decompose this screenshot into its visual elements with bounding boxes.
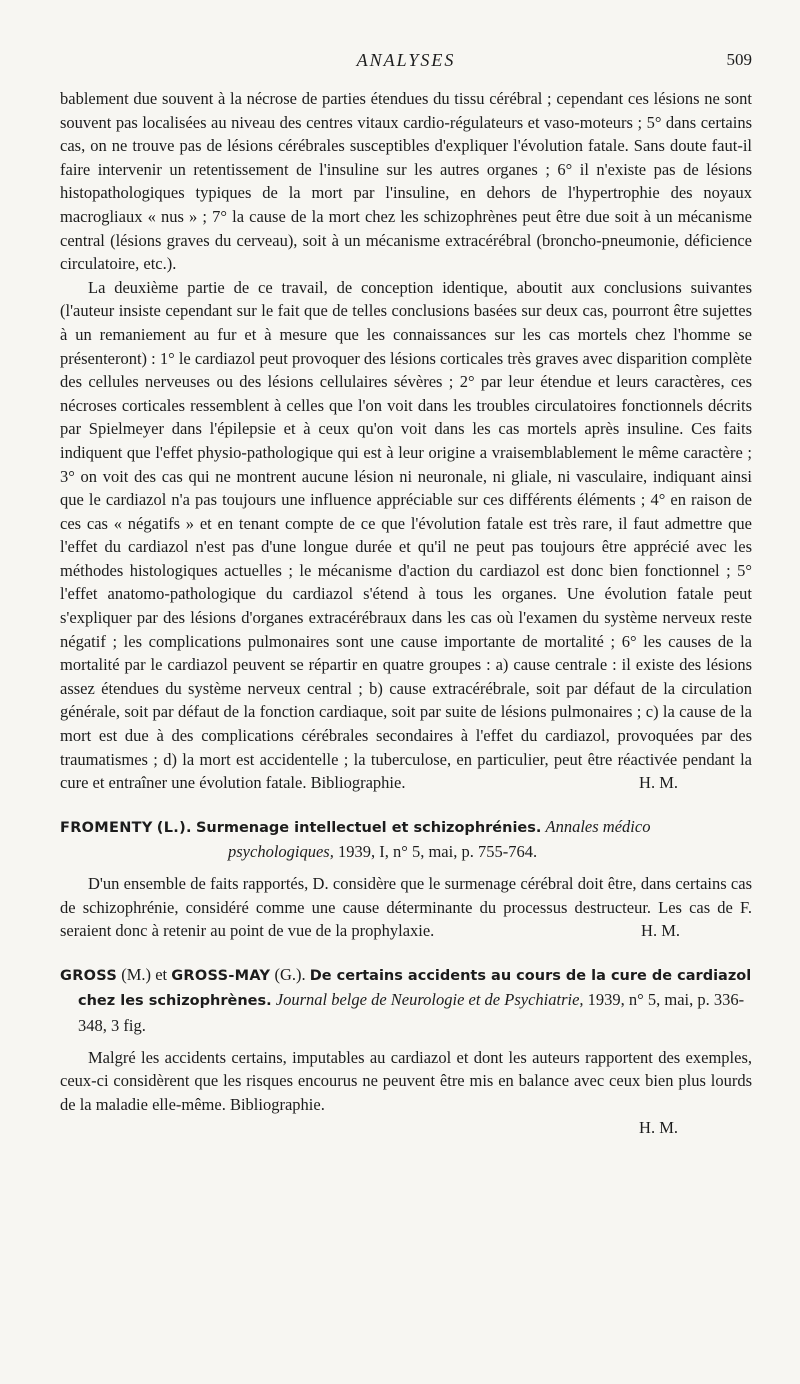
running-head: ANALYSES	[356, 50, 456, 70]
citation-details: 1939, I, n° 5, mai, p. 755-764.	[337, 842, 538, 862]
review-signature-row	[60, 1116, 752, 1140]
article-title: De certains accidents au cours de la cure de cardiazol chez les schizophrènes.	[78, 967, 752, 1010]
reviewer-signature: H. M.	[639, 773, 678, 793]
reviewer-signature: H. M.	[641, 921, 680, 941]
page-header	[60, 50, 752, 74]
bibliographic-reference	[60, 963, 752, 1038]
continued-paragraph: bablement due souvent à la nécrose de parties étendues du tissu cérébral ; cependant ces lésions ne sont souvent pas localisées au niveau des centres vitaux cardio-régulateurs et vaso-moteurs ; 5° dans certains cas, on ne trouve pas de lésions cérébrales susceptibles d'expliquer l'évolution fatale. Sans doute faut-il faire intervenir un retentissement de l'insuline sur les autres organes ; 6° il n'existe pas de lésions histopathologiques typiques de la mort par l'insuline, en dehors de l'hypertrophie des noyaux macrogliaux « nus » ; 7° la cause de la mort chez les schizophrènes peut être due soit à un mécanisme central (lésions graves du cerveau), soit à un mécanisme extracérébral (broncho-pneumonie, déficience circulatoire, etc.).	[60, 89, 752, 274]
page-body	[60, 87, 752, 1140]
article-title: Surmenage intellectuel et schizophrénies.	[195, 819, 542, 836]
second-author-name: GROSS-MAY	[171, 967, 271, 984]
author-initials: (L.).	[156, 819, 192, 836]
author-connector: et	[155, 964, 168, 984]
review-summary: D'un ensemble de faits rapportés, D. considère que le surmenage cérébral doit être, dans certains cas de schizophrénie, considéré comme une cause déterminante du processus destructeur. Les cas de F. seraient donc à retenir au point de vue de la prophylaxie.	[60, 874, 752, 941]
page-number: 509	[726, 50, 752, 69]
reviewer-signature: H. M.	[639, 1118, 678, 1138]
review-entry-gross	[60, 963, 752, 1140]
citation-details: 1939, n° 5, mai, p. 336-348, 3 fig.	[78, 990, 745, 1035]
journal-name: Annales médico psychologiques,	[228, 816, 651, 862]
review-summary: Malgré les accidents certains, imputables au cardiazol et dont les auteurs rapportent des exemples, ceux-ci considèrent que les risques encourus ne peuvent être mis en balance avec ceux bien plus lourds de la maladie elle-même. Bibliographie.	[60, 1047, 752, 1114]
second-part-paragraph: La deuxième partie de ce travail, de conception identique, aboutit aux conclusions suivantes (l'auteur insiste cependant sur le fait que de telles conclusions basées sur deux cas, pourront être sujettes à un remaniement au fur et à mesure que les connaissances sur les cas mortels chez l'homme se présenteront) : 1° le cardiazol peut provoquer des lésions corticales très graves avec disparition complète des cellules nerveuses ou des lésions cellulaires sévères ; 2° par leur étendue et leurs caractères, ces nécroses corticales ressemblent à celles que l'on voit dans les troubles circulatoires fonctionnels décrits par Spielmeyer dans l'épilepsie et à ceux qu'on voit dans les cas mortels après insuline. Ces faits indiquent que l'effet physio-pathologique qui est à leur origine a vraisemblablement le même caractère ; 3° on voit des cas qui ne montrent aucune lésion ni neuronale, ni gliale, ni vasculaire, indiquant ainsi que le cardiazol n'a pas toujours une influence appréciable sur ces différents éléments ; 4° en raison de ces cas « négatifs » et en tenant compte de ce que l'évolution fatale est très rare, il faut admettre que l'effet du cardiazol n'est pas d'une longue durée et qu'il ne peut pas toujours être apprécié avec les méthodes histologiques actuelles ; le mécanisme d'action du cardiazol est donc bien fonctionnel ; 5° l'effet anatomo-pathologique du cardiazol s'étend à tous les organes. Une évolution fatale peut s'expliquer par des lésions d'organes extracérébraux dans les cas où l'examen du système nerveux reste négatif ; les complications pulmonaires sont une cause importante de mortalité ; 6° les causes de la mortalité par le cardiazol peuvent se répartir en quatre groupes : a) cause centrale : il existe des lésions assez étendues du système nerveux central ; b) cause extracérébrale, soit par défaut de la circulation générale, soit par défaut de la fonction cardiaque, soit par suite de lésions pulmonaires ; c) la cause de la mort est due à des complications cérébrales secondaires à l'effet du cardiazol, provoquées par des traumatismes ; d) la mort est accidentelle ; la tuberculose, en particulier, peut être réactivée pendant la cure et entraîner une évolution fatale. Bibliographie.	[60, 277, 753, 793]
bibliographic-reference	[60, 815, 752, 864]
review-entry-fromenty	[60, 815, 752, 943]
second-author-initials: (G.).	[274, 964, 306, 984]
author-name: FROMENTY	[60, 819, 153, 836]
author-name: GROSS	[60, 967, 118, 984]
author-initials: (M.)	[121, 964, 152, 984]
continued-review	[60, 87, 752, 795]
journal-name: Journal belge de Neurologie et de Psychiatrie,	[275, 990, 584, 1010]
